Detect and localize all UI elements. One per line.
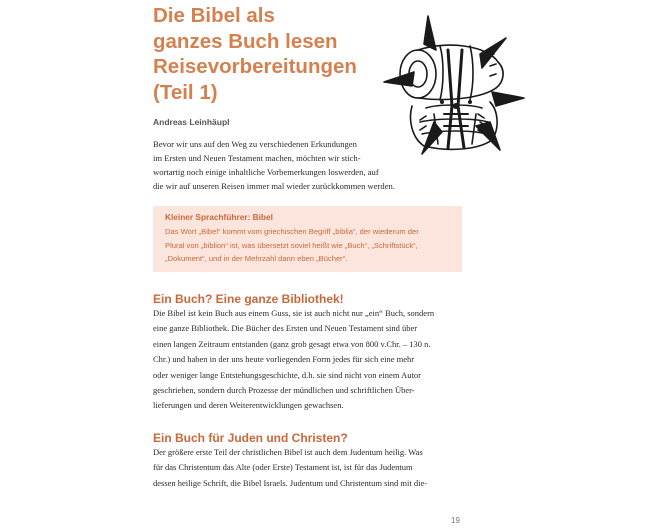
intro-paragraph	[153, 137, 463, 193]
intro-line: wortartig noch einige inhaltliche Vorbemerkungen loswerden, auf	[153, 167, 379, 177]
paragraph-line: geschrieben, sondern durch Prozesse der mündlichen und schriftlichen Über-	[153, 385, 415, 396]
glossary-text	[165, 225, 457, 266]
paragraph-line: oder weniger lange Entstehungsgeschichte, d.h. sie sind nicht von einem Autor	[153, 369, 421, 380]
paragraph-line: Der größere erste Teil der christlichen Bibel ist auch dem Judentum heilig. Was	[153, 447, 423, 457]
title-line: Die Bibel als	[153, 4, 275, 27]
paragraph-line: eine ganze Bibliothek. Die Bücher des Ersten und Neuen Testament sind über	[153, 323, 418, 334]
paragraph-line: für das Christentum das Alte (oder Erste) Testament ist, ist für das Judentum	[153, 462, 413, 473]
section-heading: Ein Buch? Eine ganze Bibliothek!	[153, 292, 344, 306]
author-name: Andreas Leinhäupl	[153, 117, 230, 127]
section-paragraph	[153, 306, 462, 414]
paragraph-line: Die Bibel ist kein Buch aus einem Guss, sie ist auch nicht nur „ein“ Buch, sondern	[153, 308, 435, 318]
backpack-illustration	[378, 10, 530, 158]
paragraph-line: Chr.) und haben in der uns heute vorliegenden Form jedes für sich eine mehr	[153, 354, 415, 365]
paragraph-line: einen langen Zeitraum entstanden (ganz grob gesagt etwa von 800 v.Chr. – 130 n.	[153, 338, 431, 349]
title-line: Reisevorbereitungen	[153, 55, 357, 78]
glossary-line: Das Wort „Bibel“ kommt vom griechischen Begriff „biblia“, der wiederum der	[165, 227, 419, 236]
page-number: 19	[451, 516, 460, 525]
glossary-line: Plural von „biblion“ ist, was übersetzt soviel heißt wie „Buch“, „Schriftstück“,	[165, 240, 418, 250]
paragraph-line: lieferungen und deren Weiterentwicklungen gewachsen.	[153, 400, 344, 411]
article-title	[153, 3, 393, 105]
intro-line: Bevor wir uns auf den Weg zu verschiedenen Erkundungen	[153, 139, 357, 149]
section-paragraph	[153, 445, 462, 491]
glossary-line: „Dokument“, und in der Mehrzahl dann eben „Bücher“.	[165, 254, 348, 263]
glossary-heading: Kleiner Sprachführer: Bibel	[165, 212, 273, 222]
glossary-box	[153, 206, 462, 272]
paragraph-line: dessen heilige Schrift, die Bibel Israels. Judentum und Christentum sind mit die-	[153, 477, 428, 488]
intro-line: die wir auf unseren Reisen immer mal wieder zurückkommen werden.	[153, 181, 395, 191]
intro-line: im Ersten und Neuen Testament machen, möchten wir stich-	[153, 153, 361, 163]
section-heading: Ein Buch für Juden und Christen?	[153, 431, 348, 445]
title-line: (Teil 1)	[153, 80, 218, 104]
title-line: ganzes Buch lesen	[153, 29, 338, 53]
